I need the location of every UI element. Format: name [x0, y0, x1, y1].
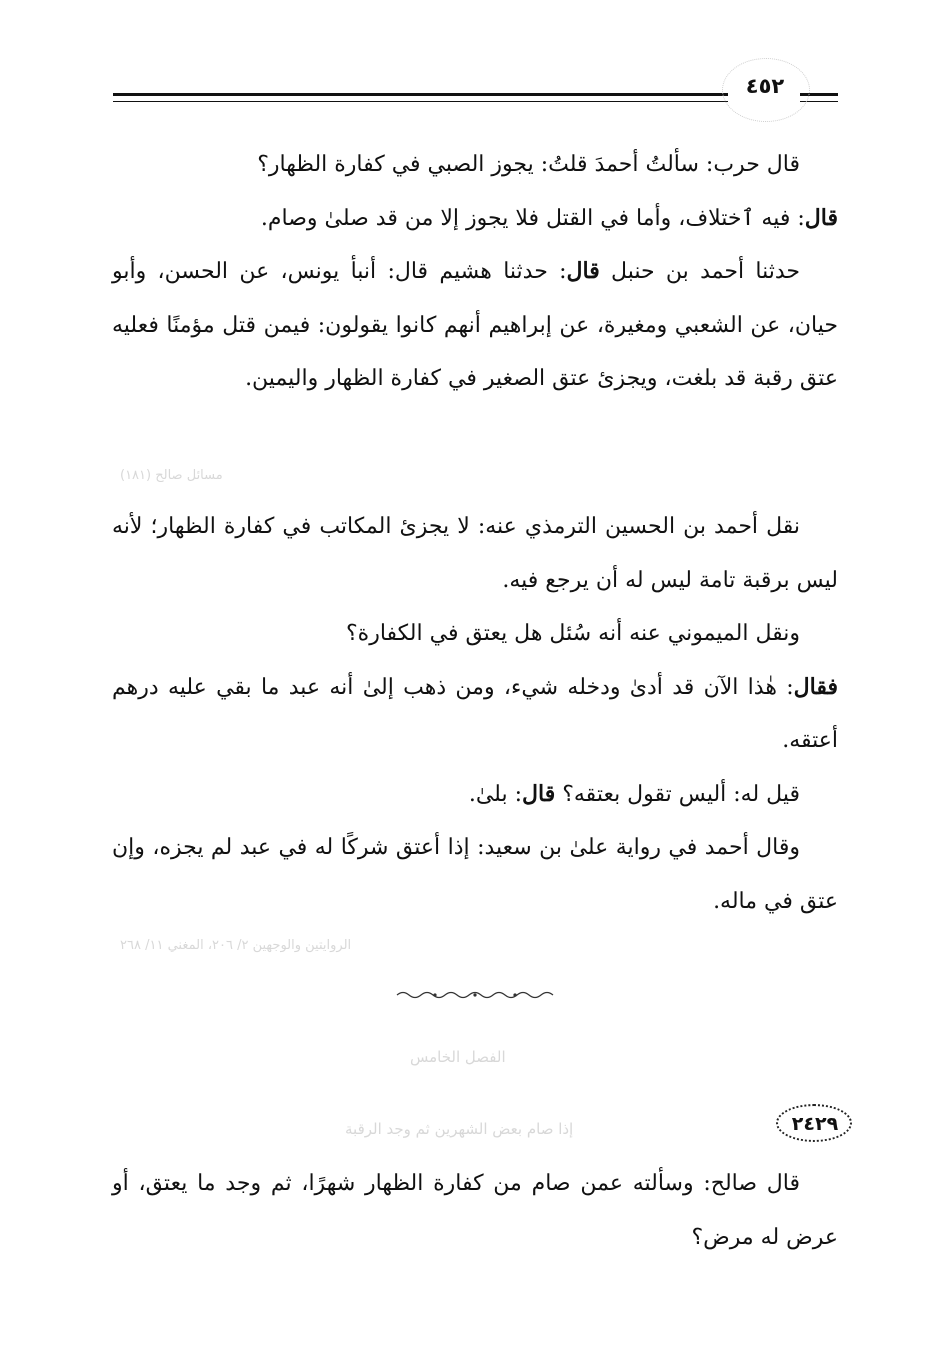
paragraph-text: : حدثنا هشيم قال: أنبأ يونس، عن الحسن، وأبو حيان، عن الشعبي ومغيرة، عن إبراهيم أنهم كانوا يقولون: فيمن قتل مؤمنًا فعليه عتق رقبة قد بلغت، ويجزئ عتق الصغير في كفارة الظهار واليمين.: [112, 259, 838, 391]
header-rule-thick: [113, 93, 728, 96]
paragraph: [112, 661, 838, 768]
paragraph: نقل أحمد بن الحسين الترمذي عنه: لا يجزئ المكاتب في كفارة الظهار؛ لأنه ليس برقبة تامة ليس له أن يرجع فيه.: [112, 514, 838, 593]
paragraph: وقال أحمد في رواية علىٰ بن سعيد: إذا أعتق شركًا له في عبد لم يجزه، وإن عتق في ماله.: [112, 835, 838, 914]
header-rule-thin: [113, 101, 728, 102]
section-divider-ornament: [395, 990, 555, 1000]
paragraph-text: : فيه ٱختلاف، وأما في القتل فلا يجوز إلا من قد صلىٰ وصام.: [260, 205, 805, 231]
faint-footnote-ref: الروايتين والوجهين ٢/ ٢٠٦، المغني ١١/ ٢٦٨: [120, 938, 352, 953]
paragraph-text: قيل له: أليس تقول بعتقه؟: [555, 781, 800, 807]
paragraph: ونقل الميموني عنه أنه سُئل هل يعتق في الكفارة؟: [346, 621, 800, 646]
text-block-3: [112, 1157, 838, 1264]
paragraph: قال حرب: سألتُ أحمدَ قلتُ: يجوز الصبي في كفارة الظهار؟: [257, 152, 800, 177]
text-block-1: [112, 138, 838, 406]
paragraph: [112, 192, 838, 246]
paragraph-text: : بلىٰ.: [468, 781, 522, 807]
faint-footnote-ref: مسائل صالح (١٨١): [120, 468, 223, 483]
entry-number: ٢٤٢٩: [791, 1113, 839, 1135]
page-number: ٤٥٢: [745, 74, 785, 98]
paragraph: قال صالح: وسألته عمن صام من كفارة الظهار شهرًا، ثم وجد ما يعتق، أو عرض له مرض؟: [112, 1171, 838, 1250]
paragraph: [112, 245, 838, 406]
paragraph-text: حدثنا أحمد بن حنبل: [599, 259, 800, 284]
paragraph-text: : هٰذا الآن قد أدىٰ ودخله شيء، ومن ذهب إلىٰ أنه عبد ما بقي عليه درهم أعتقه.: [112, 674, 838, 753]
text-block-2: [112, 500, 838, 928]
keyword-qala: قال: [566, 258, 600, 284]
paragraph: [112, 768, 838, 822]
keyword-qala: قال: [522, 780, 556, 807]
faint-section-subheading: إذا صام بعض الشهرين ثم وجد الرقبة: [345, 1120, 574, 1138]
faint-section-heading: الفصل الخامس: [410, 1048, 506, 1066]
keyword-qala: قال: [804, 204, 838, 231]
keyword-faqala: فقال: [793, 673, 838, 700]
